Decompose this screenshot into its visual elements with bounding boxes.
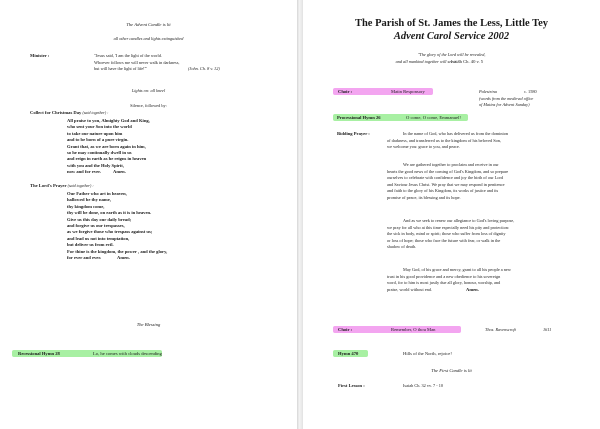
- choir-1-label: Choir :: [338, 88, 353, 94]
- bidding-paragraph-4: May God, of his grace and mercy, grant to all his people a new trust in his good providence and a new obedience to his sovereign word, for to him is most justly due all glory, honour, worship, and: [387, 267, 511, 286]
- service-subtitle: Advent Carol Service 2002: [393, 31, 510, 42]
- lords-prayer-ending: for ever and ever.: [67, 255, 102, 260]
- choir-1-title: Matin Responsory: [391, 88, 425, 94]
- other-candles-note: all other candles and lights extinguished: [113, 36, 184, 41]
- lights-on-note: Lights on: all kneel: [131, 88, 166, 93]
- choir-1-composer: Palestrina: [479, 88, 497, 94]
- choir-1-note: (words from the medieval office of Matins for Advent Sunday): [479, 95, 534, 108]
- lords-prayer-heading: The Lord's Prayer (said together) :: [30, 183, 94, 188]
- bidding-prayer-label: Bidding Prayer :: [337, 131, 370, 136]
- bidding-paragraph-1: In the name of God, who has delivered us from the dominion of darkness, and transferred us to the kingdom of his beloved Son, we welcome you: grace to you, and peace.: [387, 131, 509, 150]
- recessional-hymn-title: Lo, he comes with clouds descending: [93, 350, 162, 356]
- bidding-ending: praise, world without end.: [387, 286, 432, 292]
- collect-ending: now and for ever.: [67, 169, 101, 175]
- processional-hymn-title: O come, O come, Emmanuel!: [406, 114, 461, 120]
- bidding-paragraph-3: And as we seek to renew our allegiance to God's loving purpose, we pray for all who at this time especially need his pity and protection: the sick in body, mind or spirit; those who suffer from loss of dignity or loss of hope; those who face the future with fear, or walk in the shadow of death.: [387, 218, 515, 250]
- collect-text: All praise to you, Almighty God and King, who sent your Son into the world to take our nature upon him and to be born of a pure virgin. Grant that, as we are born again in him, so he may continually dwell in us and reign in earth as he reigns in heaven with you and the Holy Spirit,: [67, 118, 150, 168]
- silence-note: Silence, followed by:: [130, 103, 167, 108]
- collect-heading: Collect for Christmas Day (said together) :: [30, 110, 109, 115]
- choir-2-composer: Thos. Ravenscroft: [485, 326, 516, 332]
- minister-quote: "Jesus said, 'I am the light of the world. Whoever follows me will never walk in darkness, but will have the light of life!'": [94, 53, 180, 72]
- parish-title: The Parish of St. James the Less, Little Tey: [354, 18, 549, 29]
- choir-2-label: Choir :: [338, 326, 353, 332]
- processional-hymn-label: Processional Hymn 26: [337, 114, 381, 120]
- recessional-hymn-label: Recessional Hymn 28: [18, 350, 60, 356]
- first-lesson-reference: Isaiah Ch. 32 vv. 7 - 10: [403, 383, 444, 389]
- collect-amen: Amen.: [113, 169, 126, 175]
- bidding-paragraph-2: We are gathered together to proclaim and receive in our hearts the good news of the coming of God's Kingdom, and so prepare ourselves to celebrate with confidence and joy the birth of our Lord and Saviour Jesus Christ. We pray that we may respond in penitence and faith to the glory of his Kingdom, its works of justice and its promise of peace, its blessing and its hope.: [387, 162, 509, 200]
- blessing-heading: The Blessing: [136, 322, 161, 327]
- minister-reference: (John. Ch. 8 v. 12): [188, 66, 220, 72]
- bidding-amen: Amen.: [466, 286, 479, 292]
- hymn-470-title: Hills of the North, rejoice!: [403, 350, 452, 356]
- left-page: [0, 0, 297, 429]
- epigraph: "The glory of the Lord will be revealed, and all mankind together will see it.": [395, 52, 486, 64]
- lords-prayer-amen: Amen.: [117, 255, 130, 260]
- right-page: [303, 0, 600, 429]
- lords-prayer-text: Our Father who art in heaven, hallowed be thy name, thy kingdom come, thy will be done, on earth as it is in heaven. Give us this day our daily bread; and forgive us our trespasses, as we forgive those who trespass against us; and lead us not into temptation, but deliver us from evil. For thine is the kingdom, the power , and the glory,: [67, 191, 168, 254]
- epigraph-reference: Isaiah Ch. 40 v. 5: [451, 58, 484, 64]
- choir-2-title: Remember, O thou Man: [391, 326, 436, 332]
- hymn-470-label: Hymn 470: [338, 350, 359, 356]
- first-lesson-label: First Lesson :: [338, 383, 365, 388]
- first-candle-heading: The First Candle is lit: [431, 368, 472, 373]
- minister-label: Minister :: [30, 53, 50, 58]
- advent-candle-heading: The Advent Candle is lit: [126, 22, 171, 27]
- choir-1-date: c. 1580: [524, 88, 537, 94]
- choir-2-date: 1611: [543, 326, 552, 332]
